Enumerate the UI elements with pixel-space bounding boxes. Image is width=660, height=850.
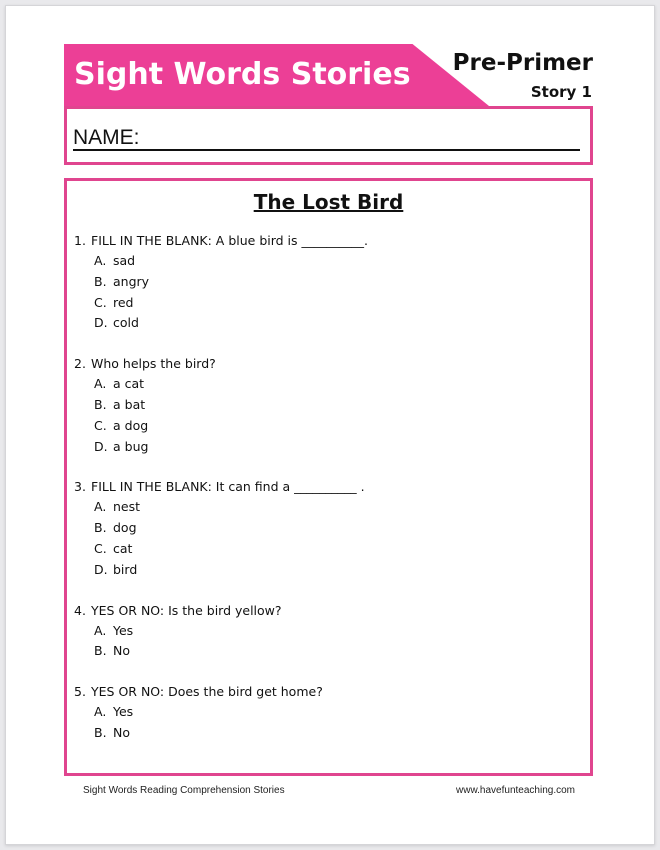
answer-option[interactable]: [94, 293, 580, 314]
option-letter: C.: [94, 417, 107, 433]
option-text: Yes: [113, 622, 134, 638]
option-letter: B.: [94, 520, 107, 536]
answer-option[interactable]: [94, 395, 580, 416]
question-text: [74, 477, 580, 497]
name-field-box: [64, 106, 593, 165]
option-text: No: [113, 643, 130, 659]
question-list: [74, 231, 580, 764]
question-text: [74, 354, 580, 374]
question-number: 2.: [74, 356, 86, 372]
question-prompt: FILL IN THE BLANK: It can find a __________ .: [91, 479, 365, 495]
story-title: The Lost Bird: [253, 190, 404, 214]
option-letter: A.: [94, 704, 107, 720]
answer-option[interactable]: [94, 313, 580, 334]
question-3: [74, 477, 580, 580]
name-write-line[interactable]: [73, 149, 580, 151]
option-letter: B.: [94, 643, 107, 659]
option-letter: A.: [94, 499, 107, 515]
option-text: nest: [113, 499, 141, 515]
answer-option[interactable]: [94, 518, 580, 539]
option-text: a dog: [113, 417, 149, 433]
question-1: [74, 231, 580, 334]
option-text: sad: [113, 253, 136, 268]
question-number: 1.: [74, 233, 86, 248]
answer-option[interactable]: [94, 497, 580, 518]
question-number: 4.: [74, 602, 86, 618]
option-text: a bat: [113, 396, 146, 412]
question-number: 5.: [74, 684, 86, 700]
option-letter: D.: [94, 315, 108, 331]
question-prompt: Who helps the bird?: [91, 356, 216, 372]
option-text: cat: [113, 540, 133, 556]
answer-option[interactable]: [94, 539, 580, 560]
answer-options: [94, 621, 580, 663]
answer-options: [94, 374, 580, 457]
option-text: No: [113, 724, 130, 740]
answer-option[interactable]: [94, 374, 580, 395]
option-text: a bug: [113, 438, 149, 454]
question-5: [74, 682, 580, 744]
option-text: angry: [113, 273, 150, 289]
answer-option[interactable]: [94, 560, 580, 581]
story-number: Story 1: [530, 83, 592, 101]
reading-level: Pre-Primer: [452, 50, 593, 76]
option-letter: A.: [94, 376, 107, 392]
option-letter: C.: [94, 294, 107, 310]
question-number: 3.: [74, 479, 86, 495]
footer-website[interactable]: www.havefunteaching.com: [456, 785, 575, 796]
question-2: [74, 354, 580, 457]
question-4: [74, 601, 580, 663]
question-prompt: YES OR NO: Is the bird yellow?: [91, 602, 282, 618]
option-text: Yes: [113, 704, 134, 720]
option-text: dog: [113, 520, 137, 536]
answer-option[interactable]: [94, 621, 580, 642]
answer-option[interactable]: [94, 723, 580, 744]
answer-options: [94, 702, 580, 744]
option-letter: D.: [94, 438, 108, 454]
answer-options: [94, 497, 580, 580]
option-letter: C.: [94, 540, 107, 556]
option-text: cold: [113, 315, 139, 331]
question-text: [74, 682, 580, 702]
footer-series: Sight Words Reading Comprehension Stories: [83, 785, 285, 796]
question-prompt: YES OR NO: Does the bird get home?: [91, 684, 323, 700]
answer-option[interactable]: [94, 272, 580, 293]
option-letter: A.: [94, 253, 107, 268]
answer-option[interactable]: [94, 641, 580, 662]
option-letter: B.: [94, 273, 107, 289]
name-label: NAME:: [73, 126, 140, 149]
question-prompt: FILL IN THE BLANK: A blue bird is __________.: [91, 233, 368, 248]
quiz-box: [64, 178, 593, 776]
answer-option[interactable]: [94, 416, 580, 437]
option-letter: B.: [94, 724, 107, 740]
option-letter: A.: [94, 622, 107, 638]
option-text: red: [113, 294, 134, 310]
option-text: a cat: [113, 376, 145, 392]
answer-option[interactable]: [94, 437, 580, 458]
option-letter: B.: [94, 396, 107, 412]
answer-option[interactable]: [94, 702, 580, 723]
answer-option[interactable]: [94, 251, 580, 272]
banner-title: Sight Words Stories: [74, 57, 411, 92]
option-text: bird: [113, 561, 138, 577]
question-text: [74, 601, 580, 621]
answer-options: [94, 251, 580, 334]
option-letter: D.: [94, 561, 108, 577]
question-text: [74, 231, 580, 251]
